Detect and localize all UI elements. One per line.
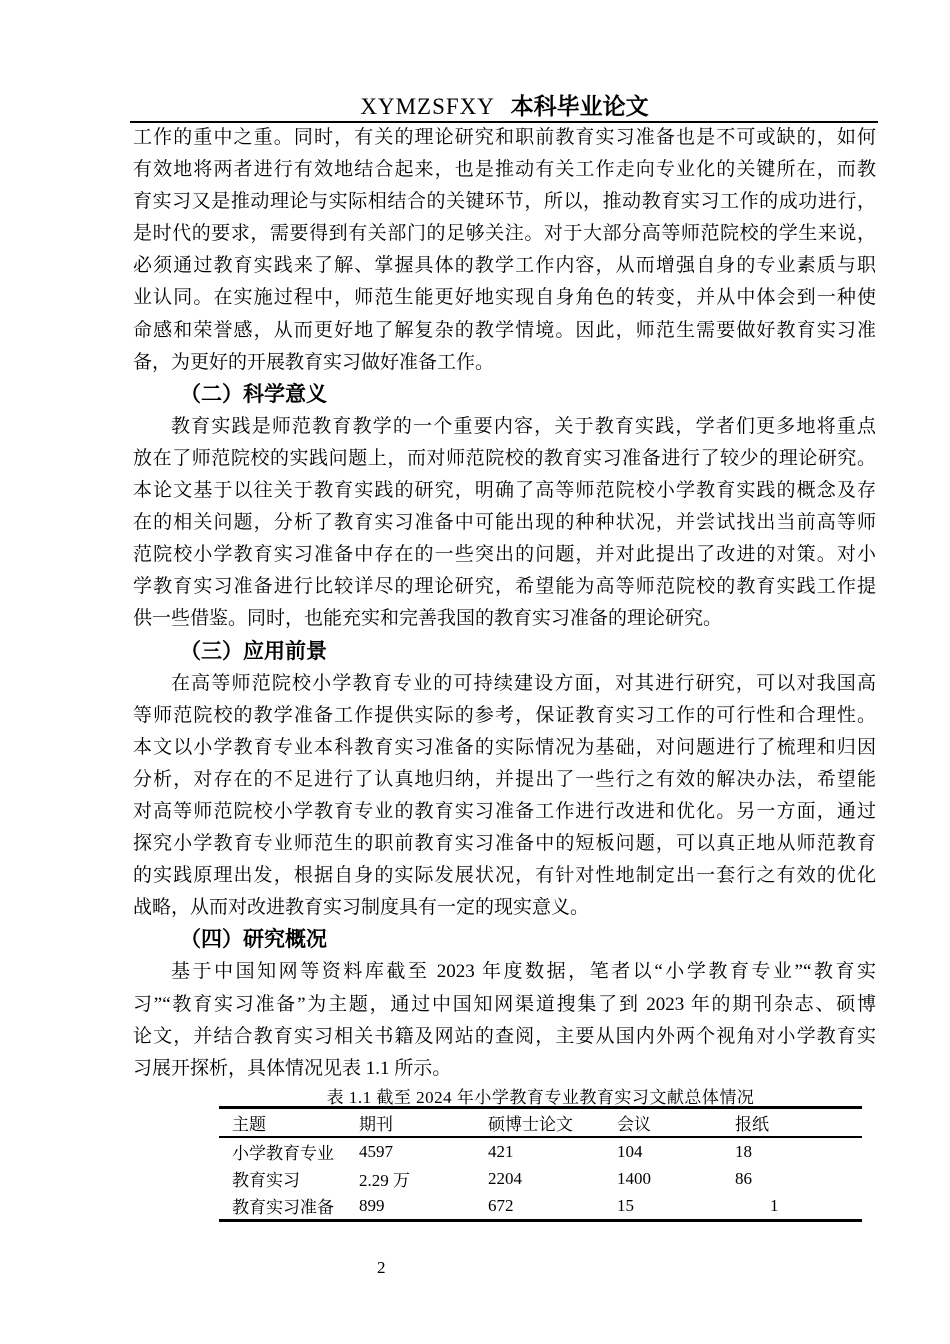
table-header-newspaper: 报纸 <box>735 1115 769 1134</box>
table-row <box>219 1192 862 1221</box>
paragraph1-line: 业认同。在实施过程中，师范生能更好地实现自身角色的转变，并从中体会到一种使 <box>133 287 876 309</box>
table-cell: 104 <box>617 1141 643 1161</box>
page-number: 2 <box>377 1258 386 1277</box>
section-heading-application-prospect: （三）应用前景 <box>180 639 327 663</box>
table-header-thesis: 硕博士论文 <box>488 1115 573 1134</box>
paragraph3-line: 对高等师范院校小学教育专业的教育实习准备工作进行改进和优化。另一方面，通过 <box>133 800 876 822</box>
table-cell: 15 <box>617 1195 634 1215</box>
table-cell: 421 <box>488 1141 514 1161</box>
table-cell: 教育实习准备 <box>232 1198 334 1217</box>
table-header-journal: 期刊 <box>359 1115 393 1134</box>
table-row <box>219 1137 862 1165</box>
table-cell: 教育实习 <box>232 1171 300 1190</box>
paragraph1-line: 工作的重中之重。同时，有关的理论研究和职前教育实习准备也是不可或缺的，如何 <box>133 127 876 148</box>
paragraph2-line: 在的相关问题，分析了教育实习准备中可能出现的种种状况，并尝试找出当前高等师 <box>133 512 876 534</box>
paragraph2-line: 放在了师范院校的实践问题上，而对师范院校的教育实习准备进行了较少的理论研究。 <box>133 447 876 469</box>
table-header-row <box>219 1108 862 1138</box>
paragraph2-line: 供一些借鉴。同时，也能充实和完善我国的教育实习准备的理论研究。 <box>133 608 723 630</box>
paragraph4-line: 习展开探析，具体情况见表 1.1 所示。 <box>133 1057 452 1079</box>
page-header <box>133 88 876 121</box>
header-doc-type: 本科毕业论文 <box>510 94 649 119</box>
table-cell: 小学教育专业 <box>232 1144 334 1163</box>
table-cell: 899 <box>359 1195 385 1215</box>
paragraph1-line: 备，为更好的开展教育实习做好准备工作。 <box>133 351 495 373</box>
table-caption: 表 1.1 截至 2024 年小学教育专业教育实习文献总体情况 <box>326 1088 755 1107</box>
paragraph3-line: 分析，对存在的不足进行了认真地归纳，并提出了一些行之有效的解决办法，希望能 <box>133 768 876 790</box>
table-cell: 4597 <box>359 1141 393 1161</box>
table-cell: 2204 <box>488 1168 522 1188</box>
paragraph4-line: 习”“教育实习准备”为主题，通过中国知网渠道搜集了到 2023 年的期刊杂志、硕博 <box>133 993 876 1015</box>
table-header-conference: 会议 <box>617 1115 651 1134</box>
header-school-code: XYMZSFXY <box>360 94 495 119</box>
paragraph4-line: 基于中国知网等资料库截至 2023 年度数据，笔者以“小学教育专业”“教育实 <box>171 961 876 983</box>
section-heading-research-overview: （四）研究概况 <box>180 928 327 952</box>
paragraph2-line: 学教育实习准备进行比较详尽的理论研究，希望能为高等师范院校的教育实践工作提 <box>133 576 876 598</box>
table-row <box>219 1165 862 1192</box>
paragraph1-line: 有效地将两者进行有效地结合起来，也是推动有关工作走向专业化的关键所在，而教 <box>133 159 876 181</box>
paragraph3-line: 的实践原理出发，根据自身的实际发展状况，有针对性地制定出一套行之有效的优化 <box>133 865 876 887</box>
literature-statistics-table <box>219 1106 862 1222</box>
paragraph3-line: 本文以小学教育专业本科教育实习准备的实际情况为基础，对问题进行了梳理和归因 <box>133 736 876 758</box>
paragraph2-line: 范院校小学教育实习准备中存在的一些突出的问题，并对此提出了改进的对策。对小 <box>133 544 876 566</box>
paragraph3-line: 战略，从而对改进教育实习制度具有一定的现实意义。 <box>133 897 590 919</box>
table-cell: 18 <box>735 1141 752 1161</box>
table-cell: 1400 <box>617 1168 651 1188</box>
paragraph3-line: 探究小学教育专业师范生的职前教育实习准备中的短板问题，可以真正地从师范教育 <box>133 833 876 855</box>
paragraph4-line: 论文，并结合教育实习相关书籍及网站的查阅，主要从国内外两个视角对小学教育实 <box>133 1025 876 1047</box>
table-header-topic: 主题 <box>232 1115 266 1134</box>
table-cell: 2.29 万 <box>359 1171 410 1190</box>
table-cell: 86 <box>735 1168 752 1188</box>
section-heading-science-significance: （二）科学意义 <box>180 382 327 406</box>
table-cell: 1 <box>770 1195 779 1215</box>
table-cell: 672 <box>488 1195 514 1215</box>
document-body <box>133 122 876 1085</box>
paragraph2-line: 本论文基于以往关于教育实践的研究，明确了高等师范院校小学教育实践的概念及存 <box>133 480 876 502</box>
paragraph3-line: 等师范院校的教学准备工作提供实际的参考，保证教育实习工作的可行性和合理性。 <box>133 704 876 726</box>
paragraph1-line: 育实习又是推动理论与实际相结合的关键环节，所以，推动教育实习工作的成功进行， <box>133 191 876 213</box>
paragraph1-line: 是时代的要求，需要得到有关部门的足够关注。对于大部分高等师范院校的学生来说， <box>133 223 876 245</box>
paragraph1-line: 必须通过教育实践来了解、掌握具体的教学工作内容，从而增强自身的专业素质与职 <box>133 255 876 277</box>
paragraph3-line: 在高等师范院校小学教育专业的可持续建设方面，对其进行研究，可以对我国高 <box>171 672 876 694</box>
paragraph2-line: 教育实践是师范教育教学的一个重要内容，关于教育实践，学者们更多地将重点 <box>171 415 876 437</box>
paragraph1-line: 命感和荣誉感，从而更好地了解复杂的教学情境。因此，师范生需要做好教育实习准 <box>133 319 876 341</box>
